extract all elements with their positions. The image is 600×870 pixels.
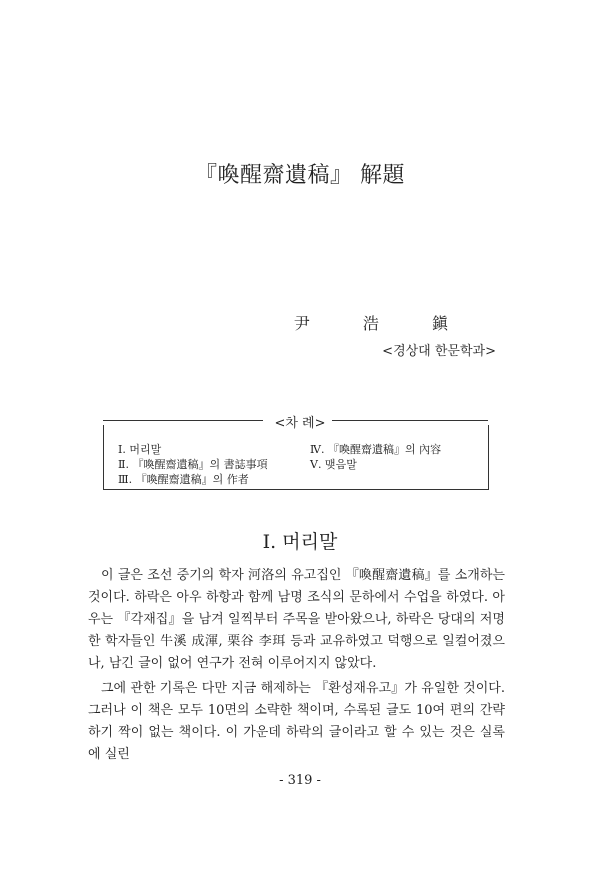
page-number: - 319 - xyxy=(279,773,321,788)
toc-item-4: Ⅳ. 『喚醒齋遺稿』의 內容 xyxy=(310,443,442,456)
toc-item-3: Ⅲ. 『喚醒齋遺稿』의 作者 xyxy=(118,473,249,486)
section-heading: Ⅰ. 머리말 xyxy=(262,531,338,553)
document-title: 『喚醒齋遺稿』 解題 xyxy=(195,163,405,188)
body-paragraph-2 xyxy=(88,678,505,766)
paragraph-text-1: 이 글은 조선 중기의 학자 河洛의 유고집인 『喚醒齋遺稿』를 소개하는 것이다. 하락은 아우 하항과 함께 남명 조식의 문하에서 수업을 하였다. 아우는 『각재집』을 남겨 일찍부터 주목을 받아왔으나, 하락은 당대의 저명한 학자들인 牛溪 成渾, 栗谷 李珥 등과 교유하였고 덕행으로 일컬어졌으나, 남긴 글이 없어 연구가 전혀 이루어지지 않았다. xyxy=(88,568,505,671)
author-name: 尹 浩 鎭 xyxy=(293,314,472,333)
toc-item-1: Ⅰ. 머리말 xyxy=(118,443,162,456)
author-affiliation: <경상대 한문학과> xyxy=(382,344,496,359)
toc-item-5: Ⅴ. 맺음말 xyxy=(310,458,357,471)
paragraph-text-2: 그에 관한 기록은 다만 지금 해제하는 『환성재유고』가 유일한 것이다. 그러나 이 책은 모두 10면의 소략한 책이며, 수록된 글도 10여 편의 간략하기 짝이 없는 책이다. 이 가운데 하락의 글이라고 할 수 있는 것은 실록에 실린 xyxy=(88,681,505,762)
toc-heading: <차 례> xyxy=(0,412,600,431)
body-paragraph-1 xyxy=(88,565,505,675)
toc-item-2: Ⅱ. 『喚醒齋遺稿』의 書誌事項 xyxy=(118,458,268,471)
